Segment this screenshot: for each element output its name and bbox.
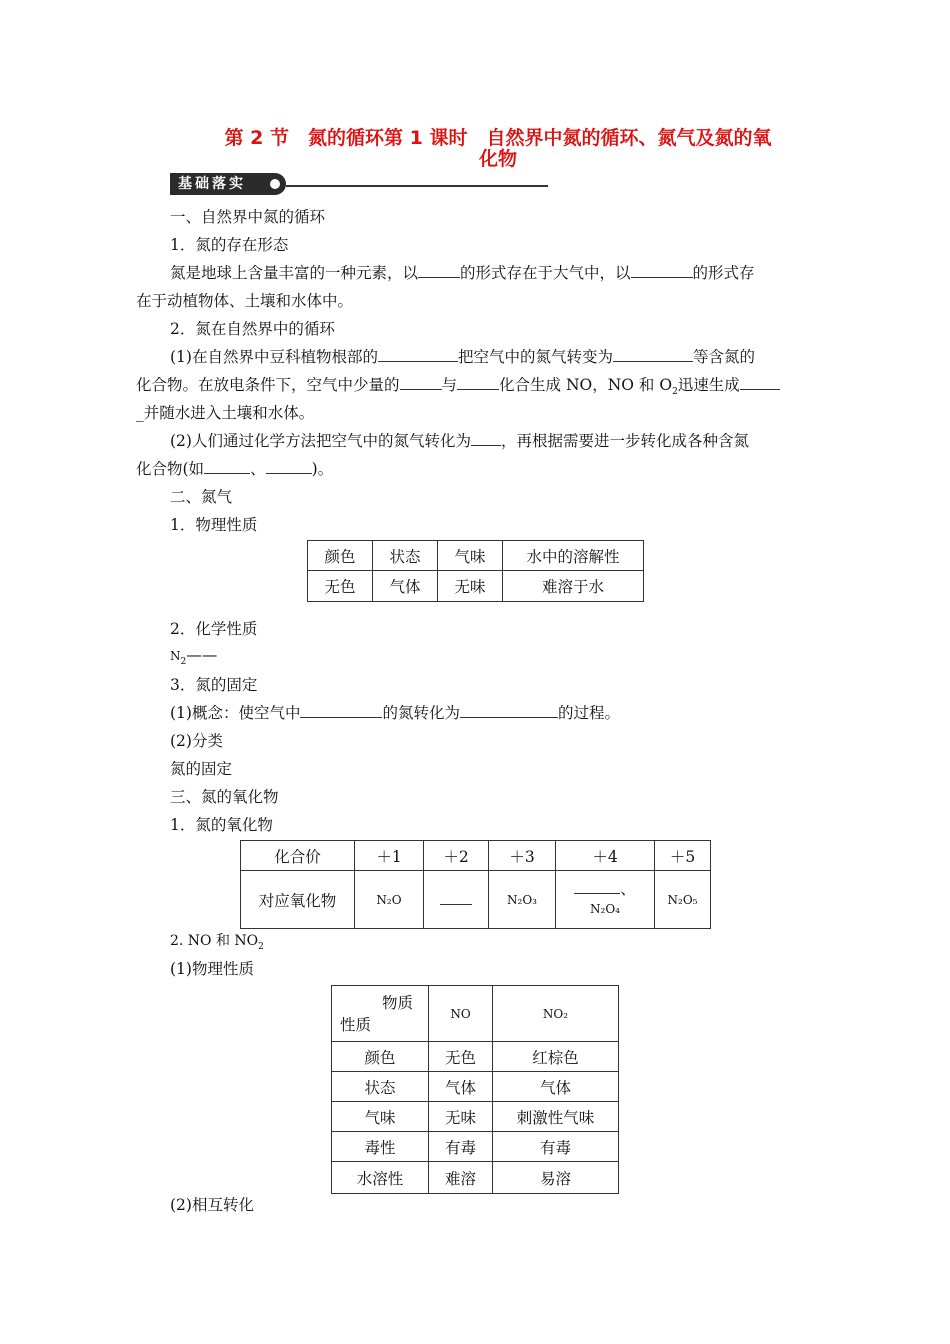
table-cell: N₂O₃ bbox=[489, 871, 556, 929]
table-cell: 无味 bbox=[438, 571, 503, 602]
table-header: 颜色 bbox=[308, 541, 373, 571]
table-cell: 、 N₂O₄ bbox=[556, 871, 655, 929]
paragraph-line: 化合物(如 、 )。 bbox=[136, 460, 334, 478]
section-heading: 二、氮气 bbox=[170, 488, 233, 506]
paragraph-line: _并随水进入土壤和水体。 bbox=[136, 404, 315, 422]
bullet-icon bbox=[270, 179, 280, 189]
table-header: 化合价 bbox=[241, 841, 355, 871]
table-header: NO bbox=[429, 986, 493, 1042]
table-cell: 难溶 bbox=[429, 1162, 493, 1194]
subsection-title: 2．氮在自然界中的循环 bbox=[170, 320, 335, 338]
answer-blank[interactable] bbox=[440, 892, 472, 905]
table-header: 水中的溶解性 bbox=[503, 541, 644, 571]
oxides-table bbox=[240, 840, 711, 929]
paragraph-line: (1)物理性质 bbox=[170, 960, 254, 978]
paragraph-line: 化合物。在放电条件下，空气中少量的 与 化合生成 NO，NO 和 $O_2$迅速生成 bbox=[136, 375, 781, 402]
table-header: ＋1 bbox=[355, 841, 424, 871]
section-banner bbox=[170, 173, 286, 195]
table-cell: 红棕色 bbox=[493, 1042, 619, 1072]
paragraph-line: 氮是地球上含量丰富的一种元素，以 的形式存在于大气中，以 的形式存 bbox=[170, 264, 755, 282]
section-heading: 三、氮的氧化物 bbox=[170, 788, 279, 806]
table-cell: 无色 bbox=[308, 571, 373, 602]
answer-blank[interactable] bbox=[266, 459, 312, 474]
table-header: 状态 bbox=[373, 541, 438, 571]
table-cell: 毒性 bbox=[332, 1132, 429, 1162]
answer-blank[interactable] bbox=[378, 347, 458, 362]
page-title-line2: 化物 bbox=[478, 148, 517, 170]
no-no2-table bbox=[331, 985, 619, 1194]
table-cell: 无味 bbox=[429, 1102, 493, 1132]
table-cell: N₂O₅ bbox=[655, 871, 711, 929]
table-header: ＋2 bbox=[424, 841, 489, 871]
table-cell: 水溶性 bbox=[332, 1162, 429, 1194]
table-cell: 易溶 bbox=[493, 1162, 619, 1194]
table-header: 气味 bbox=[438, 541, 503, 571]
divider bbox=[286, 185, 548, 187]
subsection-title: 1．氮的存在形态 bbox=[170, 236, 289, 254]
formula-line: $N_2——$ bbox=[170, 646, 218, 668]
answer-blank[interactable] bbox=[457, 375, 499, 390]
table-cell: 颜色 bbox=[332, 1042, 429, 1072]
answer-blank[interactable] bbox=[418, 263, 460, 278]
answer-blank[interactable] bbox=[631, 263, 693, 278]
table-header: NO₂ bbox=[493, 986, 619, 1042]
table-cell: 气体 bbox=[429, 1072, 493, 1102]
table-cell: N₂O bbox=[355, 871, 424, 929]
answer-blank[interactable] bbox=[400, 375, 442, 390]
paragraph-line: 氮的固定 bbox=[170, 760, 233, 778]
table-header: ＋5 bbox=[655, 841, 711, 871]
table-row-label: 对应氧化物 bbox=[241, 871, 355, 929]
paragraph-line: 在于动植物体、土壤和水体中。 bbox=[136, 292, 354, 310]
paragraph-line: (2)人们通过化学方法把空气中的氮气转化为 ，再根据需要进一步转化成各种含氮 bbox=[170, 432, 749, 450]
subsection-title: 1．氮的氧化物 bbox=[170, 816, 273, 834]
paragraph-line: (2)相互转化 bbox=[170, 1196, 254, 1214]
paragraph-line: (1)在自然界中豆科植物根部的 把空气中的氮气转变为 等含氮的 bbox=[170, 348, 755, 366]
answer-blank[interactable] bbox=[613, 347, 693, 362]
paragraph-line: (2)分类 bbox=[170, 732, 223, 750]
table-cell: 难溶于水 bbox=[503, 571, 644, 602]
answer-blank[interactable] bbox=[300, 703, 382, 718]
n2-properties-table bbox=[307, 540, 644, 602]
page-title-line1: 第 2 节 氮的循环第 1 课时 自然界中氮的循环、氮气及氮的氧 bbox=[224, 127, 772, 149]
subsection-title: 3．氮的固定 bbox=[170, 676, 258, 694]
table-header: ＋4 bbox=[556, 841, 655, 871]
answer-blank[interactable] bbox=[740, 375, 780, 390]
table-cell: 气体 bbox=[373, 571, 438, 602]
answer-blank[interactable] bbox=[204, 459, 250, 474]
table-cell: 刺激性气味 bbox=[493, 1102, 619, 1132]
answer-blank[interactable] bbox=[574, 883, 620, 894]
table-cell: 气体 bbox=[493, 1072, 619, 1102]
subsection-title: 2．化学性质 bbox=[170, 620, 258, 638]
subsection-title: 1．物理性质 bbox=[170, 516, 258, 534]
answer-blank[interactable] bbox=[471, 431, 501, 446]
subsection-title: 2. NO 和 $NO_2$ bbox=[170, 933, 264, 952]
table-cell: 无色 bbox=[429, 1042, 493, 1072]
section-heading: 一、自然界中氮的循环 bbox=[170, 208, 326, 226]
table-header: ＋3 bbox=[489, 841, 556, 871]
banner-label: 基础落实 bbox=[178, 176, 246, 192]
answer-blank[interactable] bbox=[460, 703, 558, 718]
table-cell: 状态 bbox=[332, 1072, 429, 1102]
table-cell: 有毒 bbox=[429, 1132, 493, 1162]
table-cell: 气味 bbox=[332, 1102, 429, 1132]
paragraph-line: (1)概念：使空气中 的氮转化为 的过程。 bbox=[170, 704, 620, 722]
table-cell: 有毒 bbox=[493, 1132, 619, 1162]
table-corner-cell: 物质 性质 bbox=[332, 986, 429, 1042]
table-cell[interactable] bbox=[424, 871, 489, 929]
